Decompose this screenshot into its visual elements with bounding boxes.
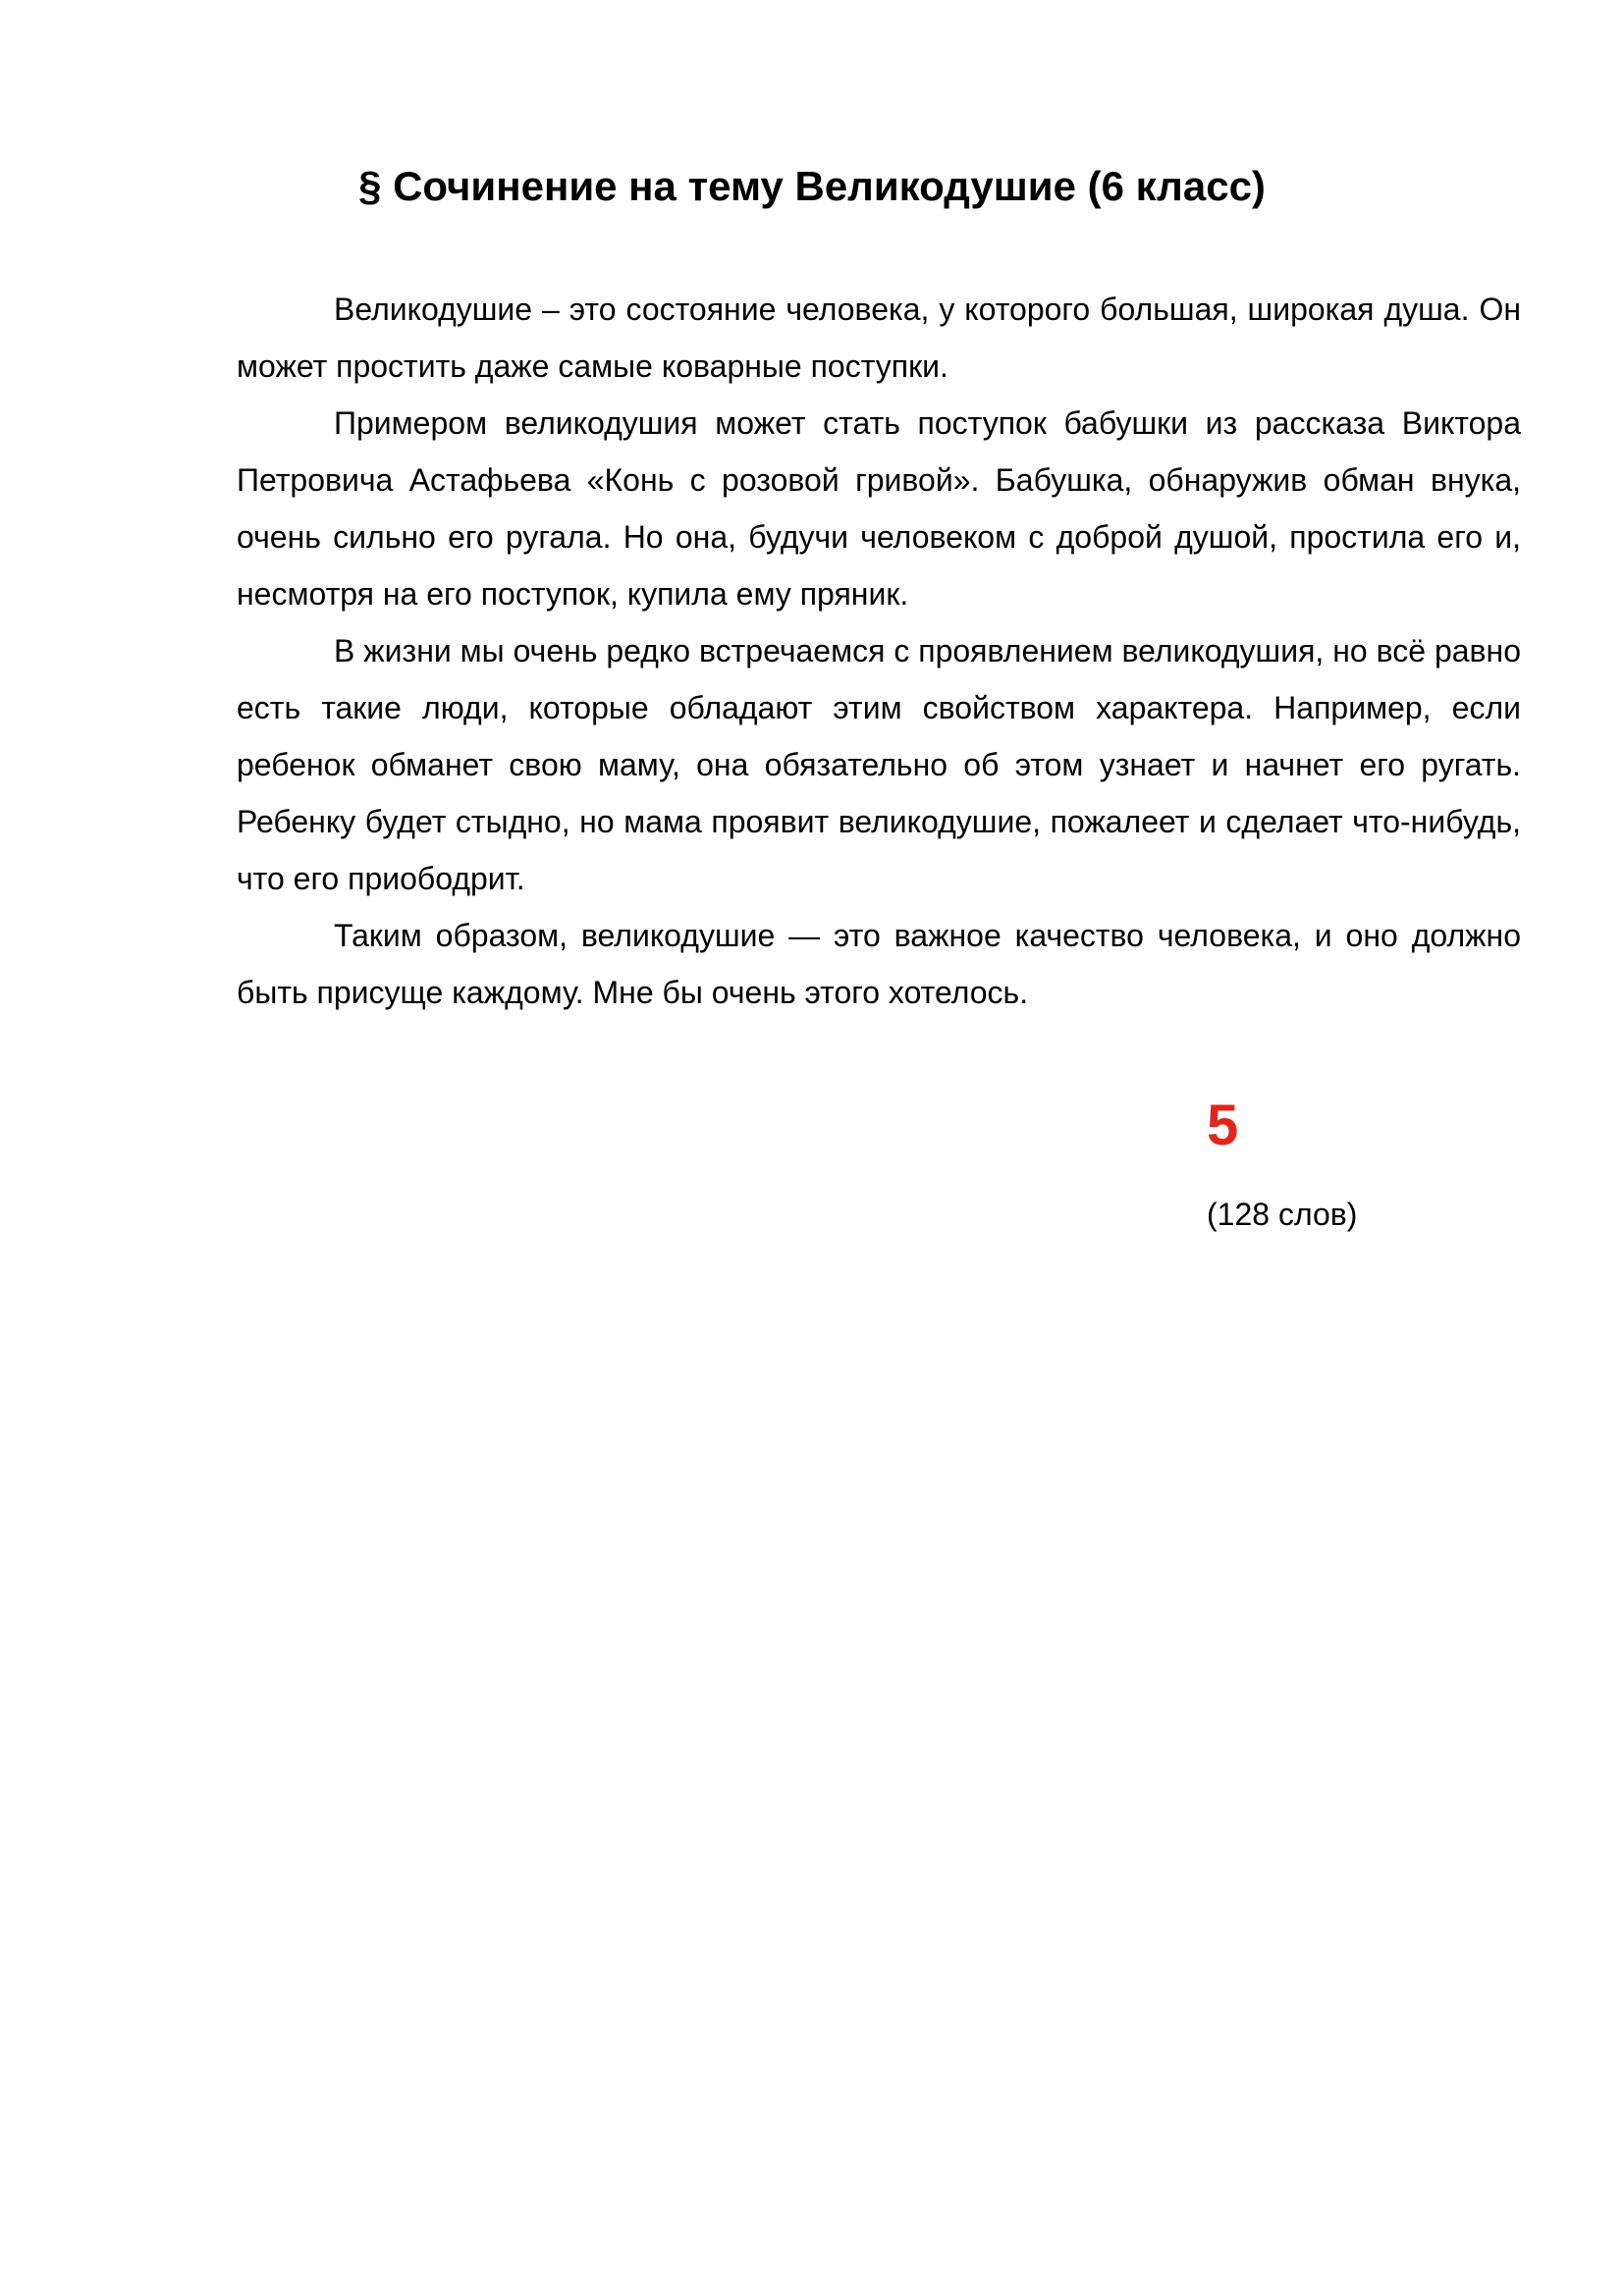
paragraph-3: В жизни мы очень редко встречаемся с проявлением великодушия, но всё равно есть такие люди, которые обладают этим свойством характера. Например, если ребенок обманет свою маму, она обязательно об этом узнает и начнет его ругать. Ребенку будет стыдно, но мама проявит великодушие, пожалеет и сделает что-нибудь, что его приободрит.: [237, 633, 1521, 896]
essay-body: [237, 281, 1521, 1021]
paragraph-1: Великодушие – это состояние человека, у которого большая, широкая душа. Он может простить даже самые коварные поступки.: [237, 292, 1521, 384]
page-title: § Сочинение на тему Великодушие (6 класс): [358, 163, 1266, 209]
paragraph-2: Примером великодушия может стать поступок бабушки из рассказа Виктора Петровича Астафьева «Конь с розовой гривой». Бабушка, обнаружив обман внука, очень сильно его ругала. Но она, будучи человеком с доброй душой, простила его и, несмотря на его поступок, купила ему пряник.: [237, 405, 1521, 612]
paragraph-4: Таким образом, великодушие — это важное качество человека, и оно должно быть присуще каждому. Мне бы очень этого хотелось.: [237, 918, 1521, 1010]
word-count: (128 слов): [1207, 1197, 1358, 1232]
grade-mark: 5: [1207, 1094, 1239, 1157]
